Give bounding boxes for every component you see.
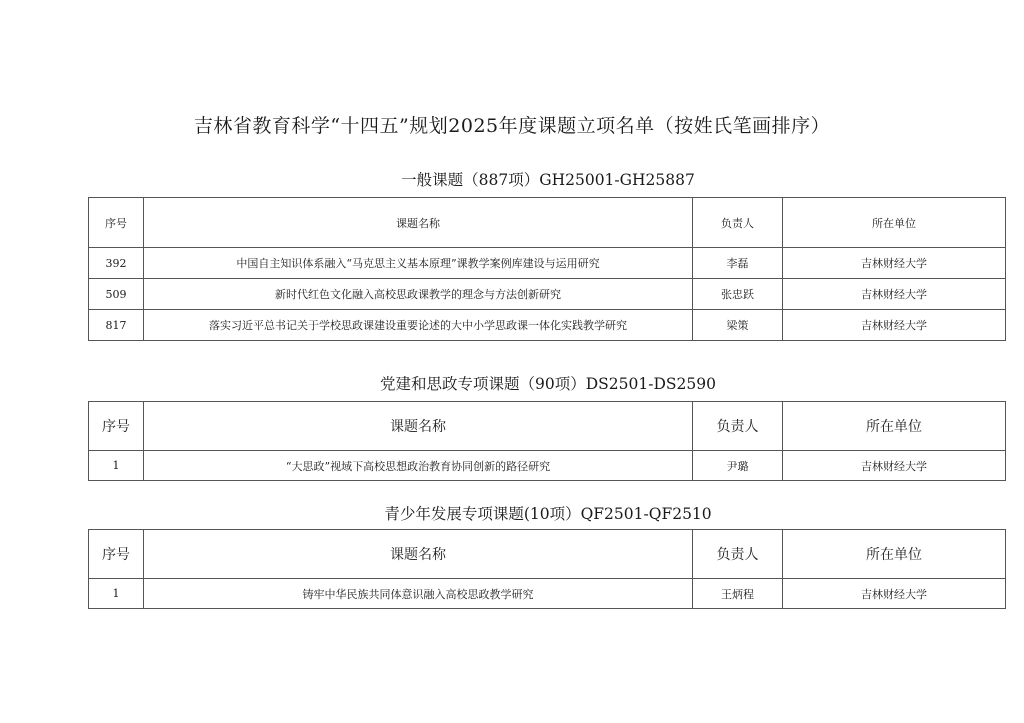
table-header-row xyxy=(89,198,1006,248)
column-header-unit: 所在单位 xyxy=(783,198,1006,248)
cell-no: 1 xyxy=(89,451,144,481)
table-row xyxy=(89,310,1006,341)
cell-no: 817 xyxy=(89,310,144,341)
column-header-topic: 课题名称 xyxy=(144,402,693,451)
column-header-no: 序号 xyxy=(89,198,144,248)
cell-topic: 中国自主知识体系融入“马克思主义基本原理”课教学案例库建设与运用研究 xyxy=(144,248,693,279)
table-header-row xyxy=(89,530,1006,579)
cell-leader: 李磊 xyxy=(693,248,783,279)
cell-topic: 铸牢中华民族共同体意识融入高校思政教学研究 xyxy=(144,579,693,609)
section-heading-general: 一般课题（887项）GH25001-GH25887 xyxy=(401,171,695,189)
column-header-leader: 负责人 xyxy=(693,402,783,451)
cell-unit: 吉林财经大学 xyxy=(783,248,1006,279)
column-header-unit: 所在单位 xyxy=(783,402,1006,451)
cell-unit: 吉林财经大学 xyxy=(783,279,1006,310)
cell-leader: 张忠跃 xyxy=(693,279,783,310)
column-header-topic: 课题名称 xyxy=(144,530,693,579)
table-party-building-projects xyxy=(88,401,1006,481)
cell-leader: 王炳程 xyxy=(693,579,783,609)
cell-unit: 吉林财经大学 xyxy=(783,451,1006,481)
document-title: 吉林省教育科学“十四五”规划2025年度课题立项名单（按姓氏笔画排序） xyxy=(193,115,831,137)
table-row xyxy=(89,579,1006,609)
cell-topic: “大思政”视域下高校思想政治教育协同创新的路径研究 xyxy=(144,451,693,481)
cell-leader: 尹璐 xyxy=(693,451,783,481)
table-youth-development-projects xyxy=(88,529,1006,609)
table-row xyxy=(89,248,1006,279)
column-header-leader: 负责人 xyxy=(693,198,783,248)
section-heading-party-building: 党建和思政专项课题（90项）DS2501-DS2590 xyxy=(380,375,716,393)
cell-no: 1 xyxy=(89,579,144,609)
column-header-no: 序号 xyxy=(89,402,144,451)
cell-unit: 吉林财经大学 xyxy=(783,310,1006,341)
table-header-row xyxy=(89,402,1006,451)
table-row xyxy=(89,279,1006,310)
table-row xyxy=(89,451,1006,481)
cell-no: 509 xyxy=(89,279,144,310)
column-header-leader: 负责人 xyxy=(693,530,783,579)
cell-leader: 梁策 xyxy=(693,310,783,341)
table-general-projects xyxy=(88,197,1006,341)
column-header-no: 序号 xyxy=(89,530,144,579)
cell-unit: 吉林财经大学 xyxy=(783,579,1006,609)
column-header-topic: 课题名称 xyxy=(144,198,693,248)
section-heading-youth-development: 青少年发展专项课题(10项）QF2501-QF2510 xyxy=(384,505,712,523)
cell-topic: 落实习近平总书记关于学校思政课建设重要论述的大中小学思政课一体化实践教学研究 xyxy=(144,310,693,341)
cell-no: 392 xyxy=(89,248,144,279)
column-header-unit: 所在单位 xyxy=(783,530,1006,579)
cell-topic: 新时代红色文化融入高校思政课教学的理念与方法创新研究 xyxy=(144,279,693,310)
